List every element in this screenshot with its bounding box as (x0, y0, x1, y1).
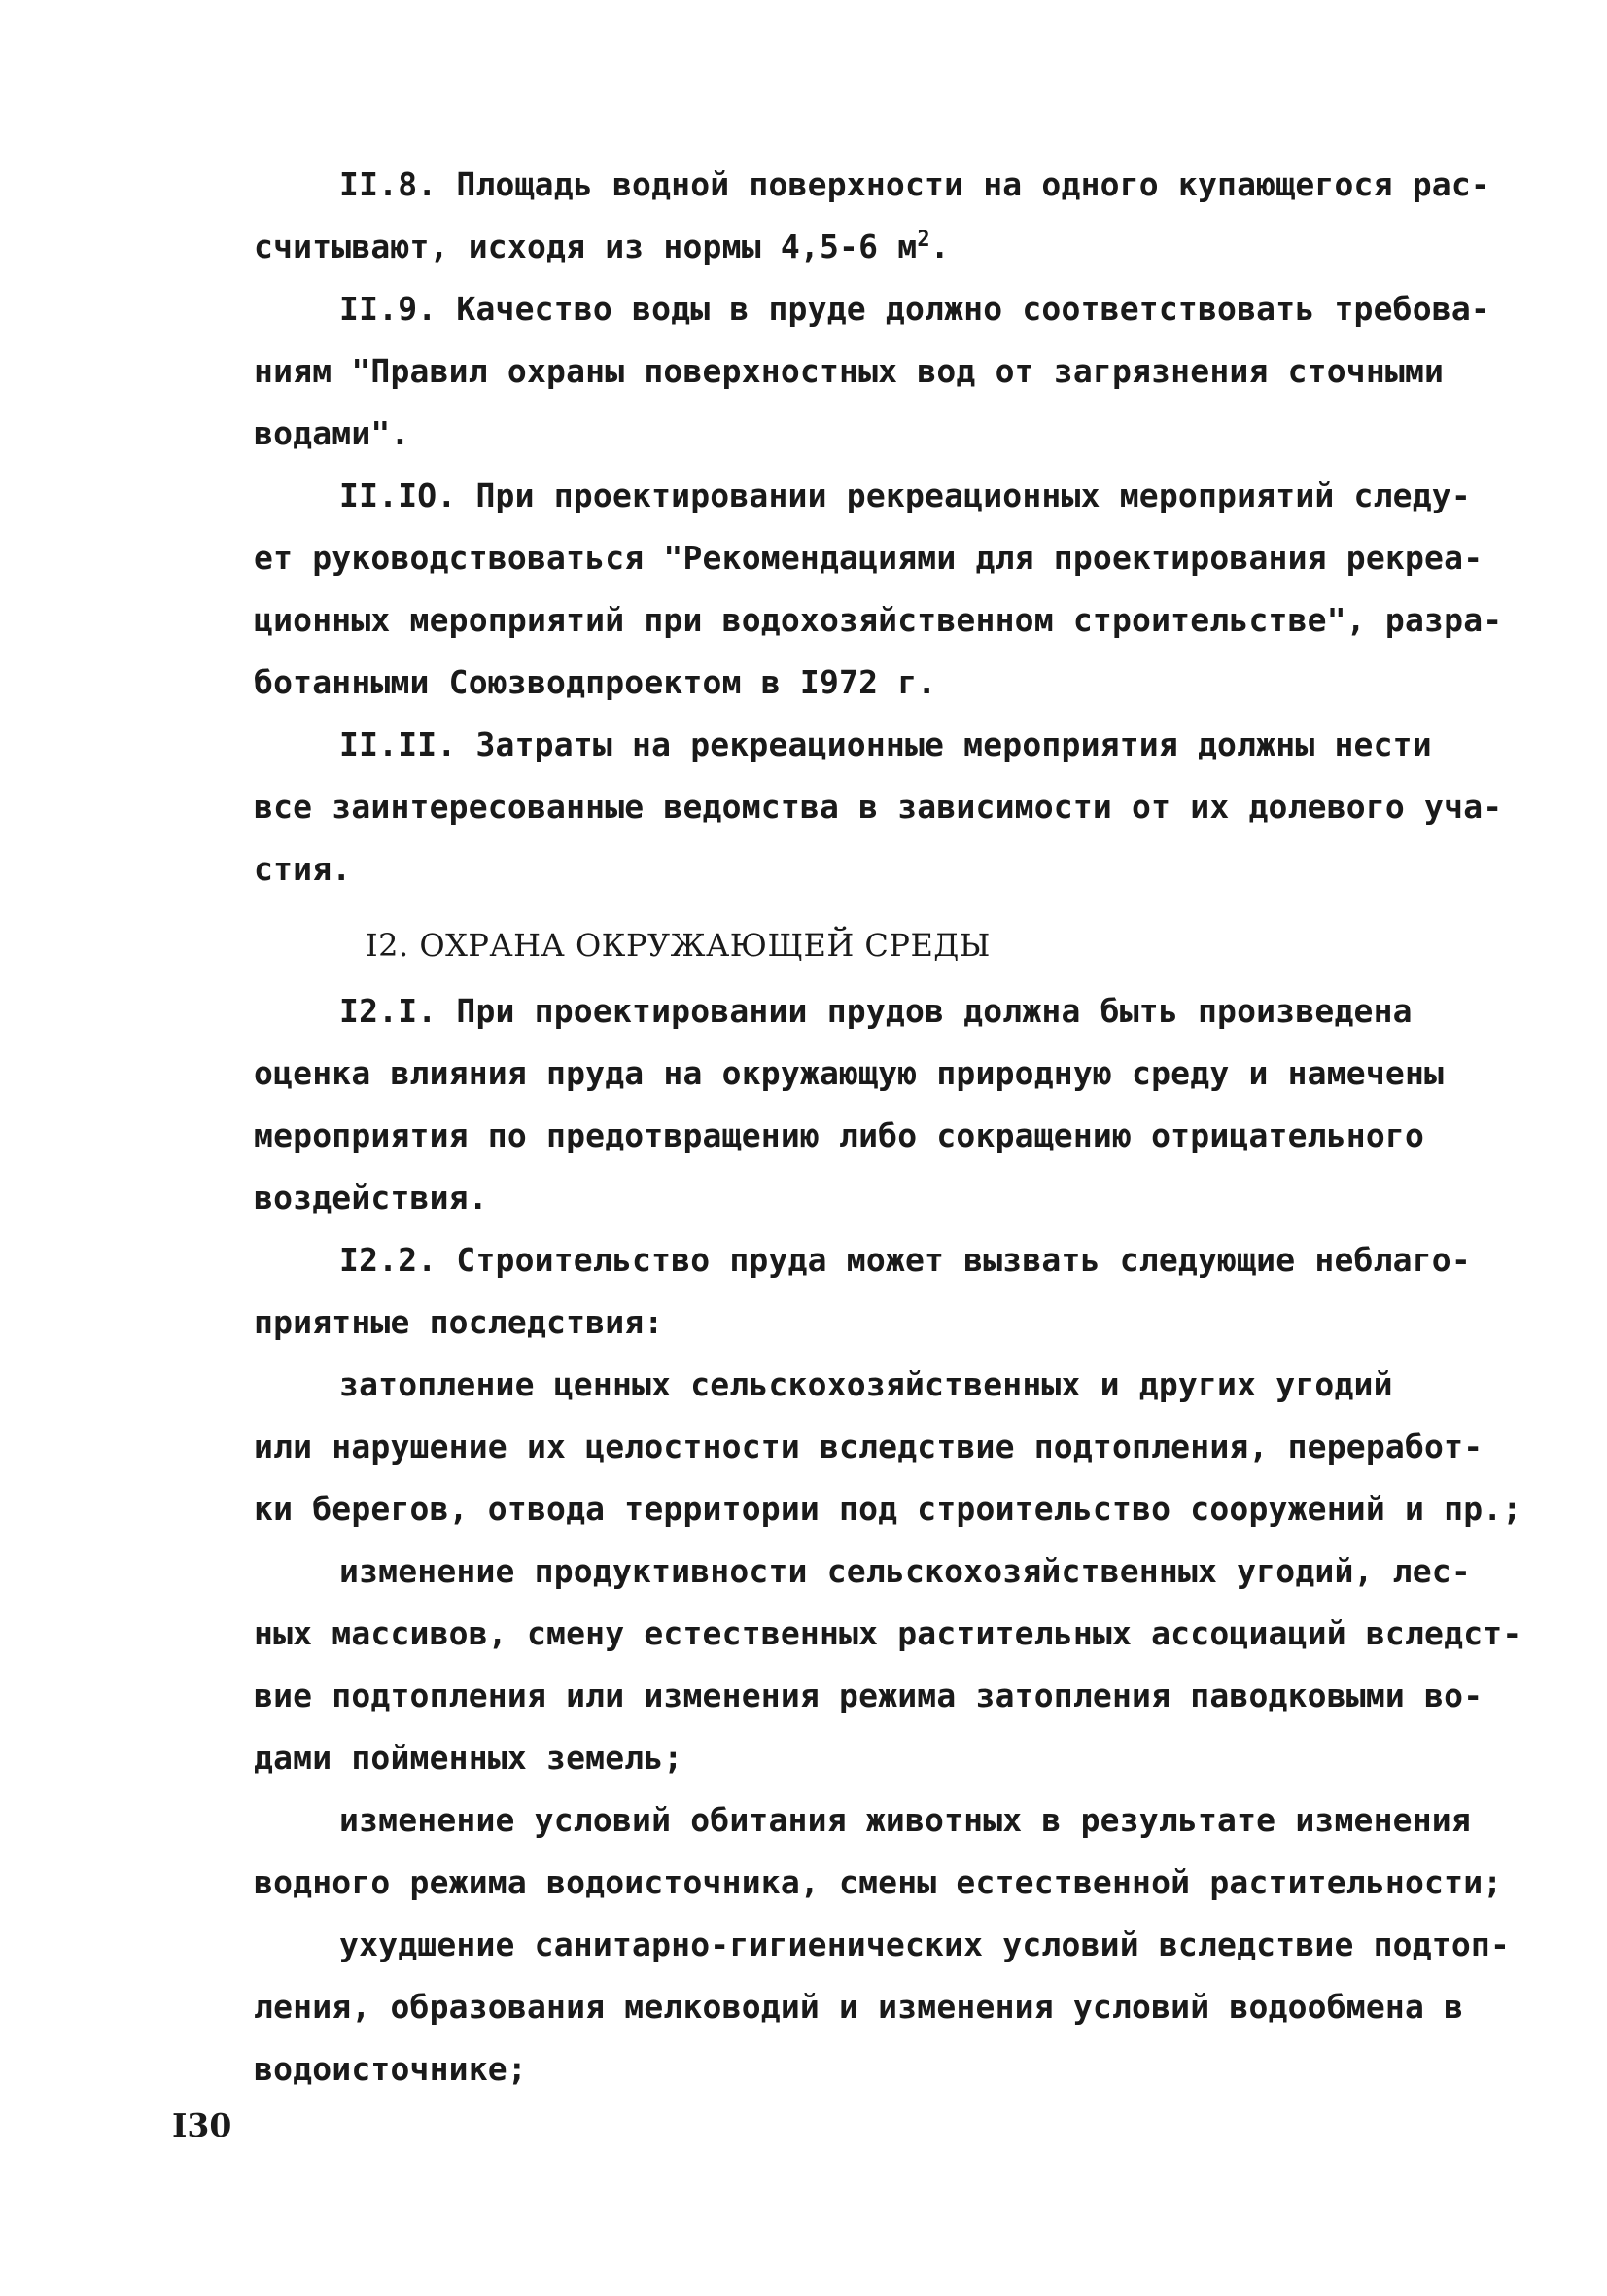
text-line: вие подтопления или изменения режима затопления паводковыми во- (254, 1677, 1484, 1714)
text-line: ботанными Союзводпроектом в I972 г. (254, 663, 937, 701)
text-line: мероприятия по предотвращению либо сокращению отрицательного (254, 1116, 1425, 1154)
text-line: ет руководствоваться "Рекомендациями для проектирования рекреа- (254, 539, 1484, 577)
paragraph-12-1 (168, 980, 1445, 1229)
text-line: I2.I. При проектировании прудов должна быть произведена (339, 992, 1413, 1030)
text-segment: считывают, исходя из нормы 4,5-6 м (254, 228, 918, 265)
text-line: или нарушение их целостности вследствие подтопления, переработ- (254, 1428, 1484, 1466)
body-text (168, 154, 1522, 2101)
text-line: воздействия. (254, 1179, 488, 1217)
text-line: все заинтересованные ведомства в зависимости от их долевого уча- (254, 788, 1503, 826)
text-line: II.II. Затраты на рекреационные мероприятия должны нести (339, 725, 1432, 763)
list-item-flooding (168, 1354, 1522, 1540)
text-line: II.9. Качество воды в пруде должно соответствовать требова- (339, 290, 1490, 328)
page-number: I30 (172, 2106, 232, 2144)
text-line: ухудшение санитарно-гигиенических условий вследствие подтоп- (339, 1925, 1511, 1963)
text-line: ки берегов, отвода территории под строительство сооружений и пр.; (254, 1490, 1522, 1528)
text-line: оценка влияния пруда на окружающую природную среду и намечены (254, 1054, 1445, 1092)
paragraph-11-10 (168, 465, 1503, 714)
text-line: ных массивов, смену естественных растительных ассоциаций вследст- (254, 1614, 1522, 1652)
text-line: приятные последствия: (254, 1303, 664, 1341)
paragraph-12-2 (168, 1229, 1471, 1354)
text-line: стия. (254, 850, 352, 888)
text-line: II.8. Площадь водной поверхности на одного купающегося рас- (339, 165, 1490, 203)
text-line: водами". (254, 414, 410, 452)
text-segment: . (929, 228, 950, 265)
superscript: 2 (917, 228, 930, 252)
text-line: II.IO. При проектировании рекреационных мероприятий следу- (339, 477, 1471, 514)
text-line: изменение условий обитания животных в результате изменения (339, 1801, 1471, 1839)
text-line (168, 216, 1432, 278)
list-item-productivity (168, 1540, 1522, 1789)
text-line: дами пойменных земель; (254, 1739, 683, 1777)
text-line: I2.2. Строительство пруда может вызвать следующие неблаго- (339, 1241, 1471, 1279)
list-item-habitat (168, 1789, 1503, 1914)
text-line: затопление ценных сельскохозяйственных и других угодий (339, 1365, 1393, 1403)
paragraph-11-11 (168, 714, 1503, 901)
text-line: ления, образования мелководий и изменения условий водообмена в (254, 1988, 1464, 2026)
text-line: ниям "Правил охраны поверхностных вод от загрязнения сточными (254, 352, 1445, 390)
list-item-sanitary (168, 1914, 1511, 2101)
text-line: ционных мероприятий при водохозяйственном строительстве", разра- (254, 601, 1503, 639)
paragraph-11-9 (168, 278, 1490, 465)
paragraph-11-8 (168, 154, 1490, 278)
text-line: водного режима водоисточника, смены естественной растительности; (254, 1863, 1503, 1901)
text-line: изменение продуктивности сельскохозяйственных угодий, лес- (339, 1552, 1471, 1590)
section-heading: I2. ОХРАНА ОКРУЖАЮЩЕЙ СРЕДЫ (366, 927, 991, 964)
text-line: водоисточнике; (254, 2050, 527, 2088)
